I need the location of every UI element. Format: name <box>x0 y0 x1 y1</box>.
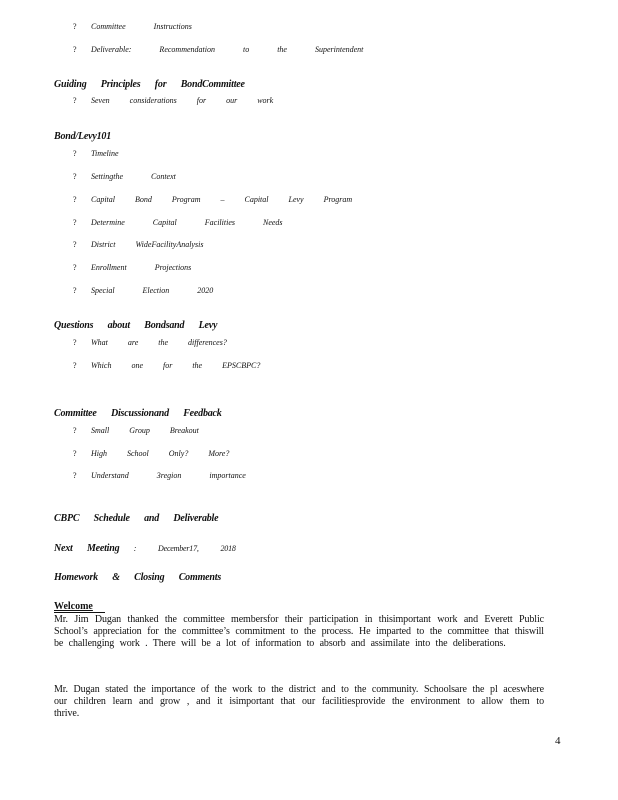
list-item <box>73 45 363 54</box>
welcome-heading: Welcome <box>54 601 105 613</box>
paragraph: Mr. Dugan stated the importance of the work to the district and to the community. Schoolsare the pl aceswhere our children learn and grow , and it isimportant that our facilitiesprovide the environment to allow them to thrive. <box>54 684 544 719</box>
paragraph: Mr. Jim Dugan thanked the committee membersfor their participation in thisimportant work and Everett Public School’s appreciation for the committee’s commitment to the process. He imparted to the committee that thiswill be challenging work . There will be a lot of information to absorb and assimilate into the deliberations. <box>54 614 544 649</box>
bullet-glyph: ? <box>73 361 77 370</box>
bullet-glyph: ? <box>73 22 77 31</box>
next-meeting-date: : December17, 2018 <box>133 544 236 553</box>
bullet-glyph: ? <box>73 218 77 227</box>
list-item-text: High School Only? More? <box>91 449 230 458</box>
section-heading: Bond/Levy101 <box>54 131 112 142</box>
list-item-text: Which one for the EPSCBPC? <box>91 361 261 370</box>
bullet-glyph: ? <box>73 45 77 54</box>
list-item-text: Seven considerations for our work <box>91 96 274 105</box>
list-item <box>73 449 229 458</box>
list-item-text: What are the differences? <box>91 338 227 347</box>
list-item-text: Special Election 2020 <box>91 286 214 295</box>
section-heading: Homework & Closing Comments <box>54 572 222 583</box>
list-item <box>73 426 199 435</box>
list-item-text: District WideFacilityAnalysis <box>91 240 204 249</box>
list-item-text: Small Group Breakout <box>91 426 199 435</box>
list-item-text: Determine Capital Facilities Needs <box>91 218 283 227</box>
list-item <box>73 149 119 158</box>
list-item <box>73 218 283 227</box>
list-item <box>73 195 352 204</box>
bullet-glyph: ? <box>73 449 77 458</box>
list-item <box>73 361 260 370</box>
next-meeting-label: Next Meeting <box>54 543 120 554</box>
list-item <box>73 338 227 347</box>
list-item <box>73 286 213 295</box>
bullet-glyph: ? <box>73 263 77 272</box>
list-item <box>73 263 191 272</box>
list-item <box>73 22 192 31</box>
bullet-glyph: ? <box>73 195 77 204</box>
bullet-glyph: ? <box>73 426 77 435</box>
section-heading: CBPC Schedule and Deliverable <box>54 513 219 524</box>
list-item-text: Committee Instructions <box>91 22 192 31</box>
bullet-glyph: ? <box>73 240 77 249</box>
list-item-text: Enrollment Projections <box>91 263 192 272</box>
list-item-text: Timeline <box>91 149 119 158</box>
list-item-text: Understand 3region importance <box>91 471 246 480</box>
bullet-glyph: ? <box>73 149 77 158</box>
bullet-glyph: ? <box>73 96 77 105</box>
page-number: 4 <box>555 735 561 747</box>
list-item <box>73 240 203 249</box>
list-item-text: Settingthe Context <box>91 172 176 181</box>
bullet-glyph: ? <box>73 172 77 181</box>
bullet-glyph: ? <box>73 471 77 480</box>
bullet-glyph: ? <box>73 286 77 295</box>
list-item-text: Capital Bond Program – Capital Levy Program <box>91 195 353 204</box>
list-item <box>73 96 273 105</box>
list-item <box>73 172 176 181</box>
list-item <box>73 471 246 480</box>
section-heading: Guiding Principles for BondCommittee <box>54 79 245 90</box>
list-item-text: Deliverable: Recommendation to the Superintendent <box>91 45 364 54</box>
section-heading: Questions about Bondsand Levy <box>54 320 218 331</box>
section-heading: Committee Discussionand Feedback <box>54 408 222 419</box>
bullet-glyph: ? <box>73 338 77 347</box>
next-meeting-line <box>54 543 236 554</box>
